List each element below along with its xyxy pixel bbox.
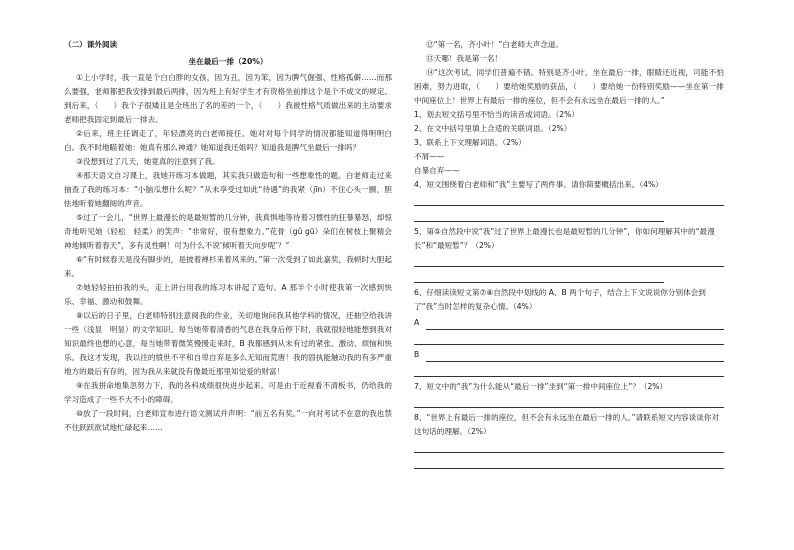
- answer-row-a[interactable]: [414, 316, 724, 330]
- reading-passage-column: [64, 38, 392, 435]
- paragraph-4: ④那天语文自习课上，我她开练习本做题，其实我只做造句和一些想象性的题。白老师走过来抽查了我的练习本：“小脑瓜想什么呢？”从未享受过如此“待遇”的我紧（jīn）不住心头一颤，胆怯地听着她翻阅的声音。: [64, 171, 392, 208]
- answer-label-b: B: [414, 350, 420, 359]
- answer-line-q8-2[interactable]: [414, 456, 724, 469]
- paragraph-6: ⑥“有时候春天是没有脚步的，是披着禅杉来着风来的。”第一次受到了如此嘉奖，我顿时大胆起来。: [64, 255, 392, 278]
- question-3: 3、联系上下文理解词语。（2%）: [414, 138, 526, 147]
- paragraph-3: ③没想到过了几天，她竟真的注意到了我。: [76, 157, 220, 166]
- questions-column: [414, 38, 724, 472]
- answer-line-q5-2[interactable]: [414, 270, 664, 283]
- word-buxie: 不屑——: [414, 152, 445, 161]
- word-zibaoziqi: 自暴自弃——: [414, 166, 460, 175]
- answer-line-q5-1[interactable]: [414, 254, 724, 267]
- answer-line-b-2[interactable]: [414, 364, 724, 377]
- paragraph-10: ⑩放了一段时间，白老师宣布进行语文测试并声明：“前五名有奖。”一向对考试不在意的我也禁不住跃跃欲试地忙碌起来……: [64, 409, 392, 432]
- answer-line-q4-1[interactable]: [414, 193, 724, 206]
- question-2: 2、在文中括号里填上合适的关联词语。（2%）: [414, 124, 572, 133]
- question-4: 4、短文围绕着白老师和“我”主要写了两件事。请你简要概括出来。（4%）: [414, 180, 663, 189]
- answer-line-q7[interactable]: [414, 395, 724, 408]
- answer-line-b[interactable]: [426, 349, 724, 362]
- question-6: 6、仔细读读短文第⑦⑧自然段中划线的 A、B 两个句子，结合上下文说说你分别体会到了“我”当时怎样的复杂心情。（4%）: [414, 288, 706, 311]
- paragraph-7: ⑦她轻轻拍拍我的头，走上讲台用我的练习本讲起了造句。A 那半个小时使我第一次感到快乐、幸福、激动和鼓舞。: [64, 283, 392, 306]
- answer-line-q4-2[interactable]: [414, 209, 664, 222]
- question-1: 1、划去短文括号里不恰当的读音或词语。（2%）: [414, 110, 579, 119]
- passage-title: 坐在最后一排（20%）: [188, 57, 268, 66]
- section-heading: （二）课外阅读: [64, 40, 118, 49]
- paragraph-14: ⑭“这次考试，同学们普遍不错。特别是齐小叶，坐在最后一排，眼睛还近视，可能不怕困难，努力进取，（ ）要给她奖励的获品，（ ）要给她一份特别奖励——坐在第一排中间座位上！世界上有最后一排的座位，但不会有永远坐在最后一排的人。”: [414, 68, 724, 105]
- paragraph-1: ①上小学时，我一直是个白白胖的女孩，因为丑，因为笨，因为脾气倔强、性格孤僻……而那么要强，老师都把我安排到最后两排，因为班上有好学生才有资格坐前排这个是个不成文的规定。到后来，（ ）我个子很矮且是全班出了名的差的一个，（ ）我被性格气质做出来的主动要求老师把我固定到最后一排去。: [64, 73, 392, 124]
- paragraph-13: ⑬天哪！我是第一名！: [426, 54, 503, 63]
- paragraph-2: ②后来，班主任调走了，年轻漂亮的白老师接任。她对对每个同学的情况都能知道得明明白白。我不时地瞄着她：她真有那么神通？她知道我还姐吗？知道我是脾气坐最后一排吗？: [64, 129, 392, 152]
- answer-line-a[interactable]: [426, 317, 724, 330]
- paragraph-5: ⑤过了一会儿，“世界上最漫长的是最短暂的几分钟，我真惧地等待着习惯性的狂暴暴怒，却惊奇地听见她（轻松 轻柔）的笑声：“非常好，很有想象力。”花骨（gǔ gū）朵们在树枝上聚精会神地倾听着春天”，多有灵性啊！可为什么不说‘倾听着天向步呢’？”: [64, 213, 392, 250]
- paragraph-9: ⑨在我拼命地集忽努力下，我的各科成绩很快进步起来。可是由于近视看不清板书，仍给我的学习造成了一些不大不小的障碍。: [64, 381, 392, 404]
- answer-row-b[interactable]: [414, 348, 724, 362]
- question-5: 5、第⑤自然段中说“我”过了世界上最漫长也是最短暂的几分钟”，你如何理解其中的“最漫长”和“最短暂”？（2%）: [414, 227, 715, 250]
- paragraph-8: ⑧以后的日子里，白老师特别注意阅我的作业，关切地询问我其他学科的情况，还抽空给我讲一些（浅显 明显）的文学知识。每当她带着清香的气息在我身后停下时，我就很轻地能想到我对知识最终也想的心意，每当她带着微笑慢慢走来时，B 我都感到从未有过的紧张、激动、烦恼和快乐。我这才发现，我以往的愤世不平和自卑自弃是多么无知而荒唐！我的固执能触动我的有多严重地方的最后有存的，因为我从来就没有像最近那里知觉爱的财富！: [64, 311, 392, 376]
- question-8: 8、“世界上有最后一排的座位，但不会有永远坐在最后一排的人。”请联系短文内容谈谈你对这句话的理解。（2%）: [414, 413, 720, 436]
- question-7: 7、短文中的“我”为什么能从“最后一排”坐到“第一排中间座位上”？（2%）: [414, 382, 668, 391]
- answer-line-a-2[interactable]: [414, 332, 724, 345]
- answer-label-a: A: [414, 318, 420, 327]
- paragraph-12: ⑫“第一名，齐小叶！”白老师大声念道。: [426, 40, 564, 49]
- answer-line-q8-1[interactable]: [414, 440, 724, 453]
